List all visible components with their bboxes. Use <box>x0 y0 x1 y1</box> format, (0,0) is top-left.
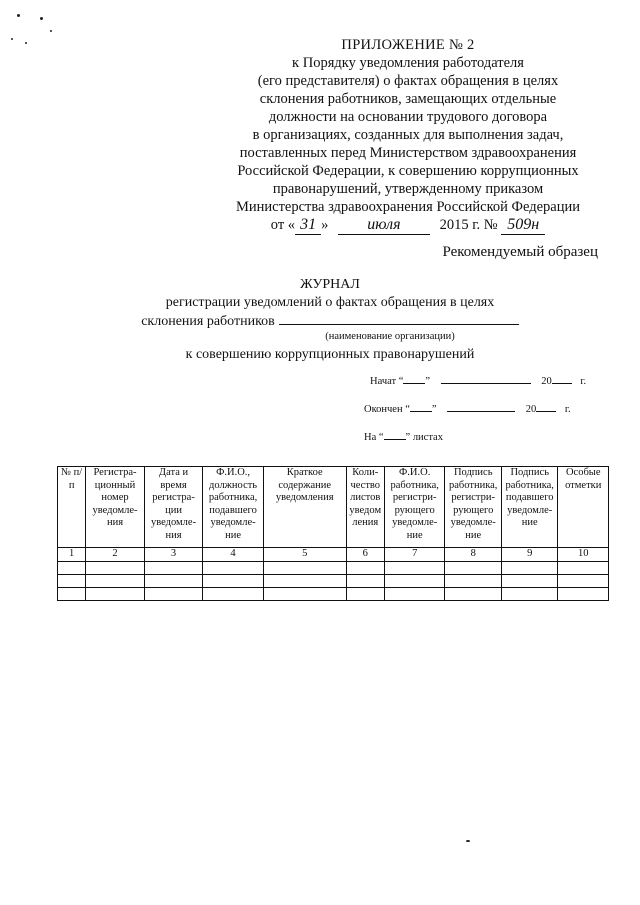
table-cell[interactable] <box>86 575 145 588</box>
table-cell[interactable] <box>346 562 384 575</box>
started-label: Начат “ <box>370 376 404 387</box>
appendix-line: поставленных перед Министерством здравоохранения <box>239 145 577 161</box>
journal-line <box>60 312 600 331</box>
column-header: Подпись работника, подавшего уведомле-ние <box>501 467 558 548</box>
registration-table <box>57 466 609 601</box>
finished-day-field[interactable] <box>410 402 432 412</box>
column-number: 10 <box>558 548 609 562</box>
table-cell[interactable] <box>144 575 203 588</box>
finished-label: Окончен “ <box>364 404 410 415</box>
table-row <box>58 562 609 575</box>
scan-speck <box>50 30 52 32</box>
column-number: 1 <box>58 548 86 562</box>
table-row <box>58 588 609 601</box>
scan-speck <box>11 38 13 40</box>
organization-name-field[interactable] <box>279 312 519 325</box>
column-header: Особые отметки <box>558 467 609 548</box>
table-cell[interactable] <box>558 562 609 575</box>
table-cell[interactable] <box>203 562 264 575</box>
table-cell[interactable] <box>86 588 145 601</box>
table-cell[interactable] <box>384 562 445 575</box>
organization-caption: (наименование организации) <box>325 331 455 342</box>
empty-rows <box>58 562 609 601</box>
table-cell[interactable] <box>346 575 384 588</box>
order-day: 31 <box>295 216 321 235</box>
table-cell[interactable] <box>263 575 346 588</box>
finished-year-field[interactable] <box>536 402 556 412</box>
column-number: 6 <box>346 548 384 562</box>
table-cell[interactable] <box>558 588 609 601</box>
table-cell[interactable] <box>384 575 445 588</box>
scan-speck <box>17 14 20 17</box>
table-row <box>58 575 609 588</box>
appendix-line: склонения работников, замещающих отдельные <box>259 91 557 107</box>
column-header: Дата и время регистра-ции уведомле-ния <box>144 467 203 548</box>
table-cell[interactable] <box>501 575 558 588</box>
table-cell[interactable] <box>144 588 203 601</box>
scan-speck <box>40 17 43 20</box>
appendix-line: Министерства здравоохранения Российской Федерации <box>235 199 581 215</box>
finished-line <box>364 402 571 415</box>
order-number: 509н <box>501 216 545 235</box>
journal-heading <box>60 276 600 364</box>
appendix-line: Российской Федерации, к совершению коррупционных <box>237 163 579 179</box>
table-cell[interactable] <box>58 575 86 588</box>
table-cell[interactable] <box>445 588 502 601</box>
quote-close: ” <box>431 404 437 415</box>
column-header: Подпись работника, регистри-рующего уведомле-ние <box>445 467 502 548</box>
started-year-field[interactable] <box>552 374 572 384</box>
started-line <box>370 374 586 387</box>
column-number: 7 <box>384 548 445 562</box>
appendix-line: должности на основании трудового договора <box>268 109 548 125</box>
column-header: Коли-чество листов уведом ления <box>346 467 384 548</box>
sheets-label: На “ <box>364 432 384 443</box>
started-day-field[interactable] <box>403 374 425 384</box>
appendix-title: ПРИЛОЖЕНИЕ № 2 <box>341 37 475 53</box>
column-header: Регистра-ционный номер уведомле-ния <box>86 467 145 548</box>
year-suffix: г. <box>564 404 571 415</box>
finished-month-field[interactable] <box>447 402 515 412</box>
quote-close: ” <box>425 376 431 387</box>
column-number: 8 <box>445 548 502 562</box>
table-cell[interactable] <box>263 562 346 575</box>
table-cell[interactable] <box>501 588 558 601</box>
table-cell[interactable] <box>86 562 145 575</box>
date-prefix: от « <box>270 217 296 233</box>
order-month: июля <box>338 216 430 235</box>
column-number: 5 <box>263 548 346 562</box>
column-number: 9 <box>501 548 558 562</box>
year-suffix: г. <box>580 376 587 387</box>
table-cell[interactable] <box>501 562 558 575</box>
table-cell[interactable] <box>203 575 264 588</box>
year-prefix: 20 <box>541 376 552 387</box>
table-cell[interactable] <box>144 562 203 575</box>
table-header-row <box>58 467 609 548</box>
table-cell[interactable] <box>58 562 86 575</box>
column-number: 4 <box>203 548 264 562</box>
scan-speck <box>25 42 27 44</box>
sheets-line <box>364 430 443 443</box>
column-header: Ф.И.О., должность работника, подавшего уведомле-ние <box>203 467 264 548</box>
scan-speck <box>466 840 470 842</box>
appendix-block <box>218 36 598 235</box>
table-cell[interactable] <box>445 575 502 588</box>
order-year: 2015 г. № <box>439 217 498 233</box>
sheets-count-field[interactable] <box>384 430 406 440</box>
order-date-line <box>218 216 598 235</box>
date-day-close: » <box>321 217 329 233</box>
appendix-line: правонарушений, утвержденному приказом <box>272 181 544 197</box>
column-number: 3 <box>144 548 203 562</box>
column-number: 2 <box>86 548 145 562</box>
appendix-line: к Порядку уведомления работодателя <box>292 55 524 71</box>
journal-line: регистрации уведомлений о фактах обращения в целях <box>165 295 495 310</box>
column-header: Краткое содержание уведомления <box>263 467 346 548</box>
column-header: Ф.И.О. работника, регистри-рующего уведомле-ние <box>384 467 445 548</box>
year-prefix: 20 <box>525 404 537 415</box>
column-header: № п/п <box>58 467 86 548</box>
table-cell[interactable] <box>384 588 445 601</box>
table-cell[interactable] <box>263 588 346 601</box>
table-cell[interactable] <box>203 588 264 601</box>
recommended-sample-label: Рекомендуемый образец <box>442 244 598 260</box>
sheets-suffix: ” листах <box>405 432 443 443</box>
table-cell[interactable] <box>445 562 502 575</box>
journal-line: к совершению коррупционных правонарушений <box>185 347 475 362</box>
table-cell[interactable] <box>558 575 609 588</box>
table-cell[interactable] <box>346 588 384 601</box>
journal-line-text: склонения работников <box>141 314 275 329</box>
started-month-field[interactable] <box>441 374 531 384</box>
appendix-line: в организациях, созданных для выполнения задач, <box>252 127 564 143</box>
column-number-row <box>58 548 609 562</box>
table-cell[interactable] <box>58 588 86 601</box>
appendix-line: (его представителя) о фактах обращения в целях <box>257 73 559 89</box>
journal-title: ЖУРНАЛ <box>300 277 360 292</box>
